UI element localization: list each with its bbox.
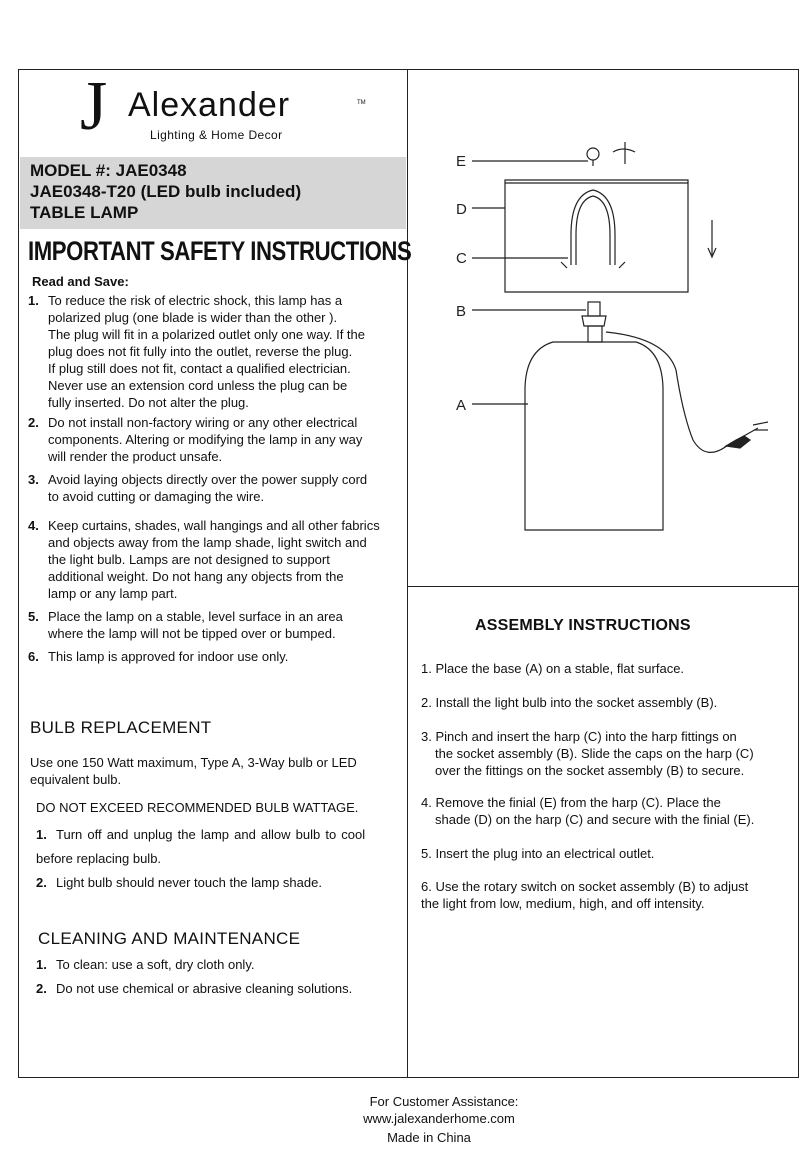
item-line: the light bulb. Lamps are not designed to support	[48, 552, 330, 567]
item-line: plug does not fit fully into the outlet, reverse the plug.	[48, 344, 353, 359]
item-line: The plug will fit in a polarized outlet only one way. If the	[48, 327, 365, 342]
item-line: polarized plug (one blade is wider than the other ).	[48, 310, 338, 325]
item-number: 6.	[28, 649, 39, 664]
bulb-title: BULB REPLACEMENT	[30, 718, 212, 737]
item-line: If plug still does not fit, contact a qualified electrician.	[48, 361, 351, 376]
model-box	[20, 157, 406, 229]
item-line: Never use an extension cord unless the plug can be	[48, 378, 348, 393]
item-line: Place the lamp on a stable, level surface in an area	[48, 609, 343, 624]
model-number: MODEL #: JAE0348	[30, 161, 187, 180]
logo-tagline: Lighting & Home Decor	[150, 128, 283, 142]
lamp-base-icon	[525, 342, 663, 530]
item-line: fully inserted. Do not alter the plug.	[48, 395, 249, 410]
item-line: lamp or any lamp part.	[48, 586, 178, 601]
item-line: to avoid cutting or damaging the wire.	[48, 489, 265, 504]
bulb-intro-2: equivalent bulb.	[30, 772, 122, 787]
safety-item-6	[28, 648, 403, 665]
cleaning-title: CLEANING AND MAINTENANCE	[38, 929, 301, 948]
safety-item-2	[28, 414, 403, 465]
safety-title: IMPORTANT SAFETY INSTRUCTIONS	[28, 236, 412, 266]
item-number: 1.	[28, 293, 39, 308]
bulb-warning: DO NOT EXCEED RECOMMENDED BULB WATTAGE.	[36, 800, 359, 815]
socket-icon	[588, 302, 600, 316]
step-line: 6. Use the rotary switch on socket assembly (B) to adjust	[421, 879, 749, 894]
cleaning-item-1: To clean: use a soft, dry cloth only.	[56, 957, 255, 972]
assembly-step-5: 5. Insert the plug into an electrical outlet.	[421, 846, 655, 861]
rotate-arrow-icon	[613, 149, 635, 152]
lamp-assembly-diagram	[408, 70, 798, 585]
item-line: will render the product unsafe.	[48, 449, 223, 464]
bulb-item-2: Light bulb should never touch the lamp shade.	[56, 875, 322, 890]
step-line: 4. Remove the finial (E) from the harp (C). Place the	[421, 795, 721, 810]
bulb-item-1-number: 1.	[36, 827, 47, 842]
step-line: 3. Pinch and insert the harp (C) into the harp fittings on	[421, 729, 737, 744]
bulb-item-2-number: 2.	[36, 875, 47, 890]
item-line: Avoid laying objects directly over the power supply cord	[48, 472, 368, 487]
assembly-step-2: 2. Install the light bulb into the socket assembly (B).	[421, 695, 718, 710]
item-line: additional weight. Do not hang any objects from the	[48, 569, 344, 584]
footer-assist: For Customer Assistance:	[369, 1094, 519, 1109]
logo-letter: J	[80, 68, 108, 145]
safety-item-4	[28, 517, 406, 602]
harp-icon	[571, 190, 615, 265]
item-number: 2.	[28, 415, 39, 430]
bulb-item-1-line-1: Turn off and unplug the lamp and allow bulb to cool	[56, 827, 366, 842]
item-line: and objects away from the lamp shade, light switch and	[48, 535, 367, 550]
item-number: 3.	[28, 472, 39, 487]
diagram-label-c: C	[456, 250, 467, 267]
section-divider	[407, 586, 799, 587]
diagram-label-e: E	[456, 153, 467, 170]
item-line: Do not install non-factory wiring or any other electrical	[48, 415, 358, 430]
item-line: Keep curtains, shades, wall hangings and all other fabrics	[48, 518, 380, 533]
cleaning-item-2-number: 2.	[36, 981, 47, 996]
item-line: This lamp is approved for indoor use only.	[48, 649, 289, 664]
assembly-step-1: 1. Place the base (A) on a stable, flat surface.	[421, 661, 685, 676]
diagram-label-b: B	[456, 303, 467, 320]
cleaning-item-1-number: 1.	[36, 957, 47, 972]
diagram-label-d: D	[456, 201, 467, 218]
assembly-step-6	[421, 878, 791, 912]
product-type: TABLE LAMP	[30, 203, 139, 222]
brand-logo	[80, 68, 380, 148]
logo-name: Alexander	[128, 86, 291, 124]
assembly-title: ASSEMBLY INSTRUCTIONS	[475, 617, 691, 634]
item-number: 4.	[28, 518, 39, 533]
read-and-save: Read and Save:	[32, 274, 129, 289]
step-line: the light from low, medium, high, and off intensity.	[421, 896, 705, 911]
model-variant: JAE0348-T20 (LED bulb included)	[30, 182, 302, 201]
item-line: To reduce the risk of electric shock, this lamp has a	[48, 293, 343, 308]
safety-item-3	[28, 471, 403, 505]
step-line: shade (D) on the harp (C) and secure with the finial (E).	[435, 812, 755, 827]
bulb-intro-1: Use one 150 Watt maximum, Type A, 3-Way bulb or LED	[30, 755, 357, 770]
power-cord-icon	[606, 332, 758, 452]
safety-item-1	[28, 292, 403, 411]
logo-trademark: TM	[357, 100, 366, 106]
finial-icon	[587, 148, 599, 160]
assembly-step-3	[421, 728, 791, 779]
safety-item-5	[28, 608, 403, 642]
item-line: where the lamp will not be tipped over or bumped.	[48, 626, 336, 641]
bulb-item-1-line-2: before replacing bulb.	[36, 851, 162, 866]
item-line: components. Altering or modifying the lamp in any way	[48, 432, 363, 447]
step-line: over the fittings on the socket assembly (B) to secure.	[435, 763, 745, 778]
footer-url[interactable]: www.jalexanderhome.com	[363, 1111, 515, 1126]
cleaning-item-2: Do not use chemical or abrasive cleaning solutions.	[56, 981, 353, 996]
diagram-label-a: A	[456, 397, 467, 414]
assembly-step-4	[421, 794, 791, 828]
step-line: the socket assembly (B). Slide the caps on the harp (C)	[435, 746, 754, 761]
item-number: 5.	[28, 609, 39, 624]
footer-origin: Made in China	[387, 1130, 471, 1145]
